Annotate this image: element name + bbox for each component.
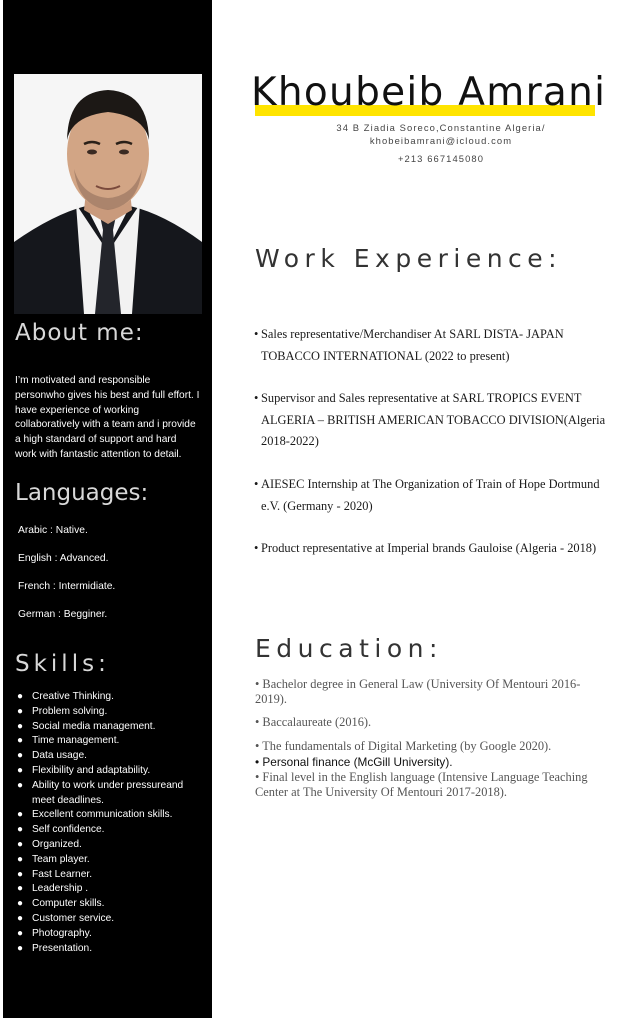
work-experience-title: Work Experience:	[255, 244, 563, 273]
candidate-name: Khoubeib Amrani	[251, 70, 607, 115]
skill-item: ● Leadership .	[17, 883, 89, 895]
skill-item: ● Ability to work under pressureand meet deadlines.	[17, 779, 184, 806]
language-item: Arabic : Native.	[18, 525, 88, 536]
skill-item: ● Photography.	[17, 927, 92, 939]
language-item: English : Advanced.	[18, 553, 109, 564]
work-item: • Sales representative/Merchandiser At SARL DISTA- JAPAN TOBACCO INTERNATIONAL (2022 to present)	[254, 324, 612, 367]
skill-item: ● Computer skills.	[17, 898, 105, 910]
work-item: • Supervisor and Sales representative at SARL TROPICS EVENT ALGERIA – BRITISH AMERICAN TOBACCO DIVISION(Algeria 2018-2022)	[254, 388, 612, 453]
skills-list	[15, 690, 201, 956]
skills-title: Skills:	[15, 651, 110, 677]
education-item: • Baccalaureate (2016).	[255, 715, 372, 729]
portrait-image	[14, 74, 202, 314]
bullet-icon: •	[254, 327, 259, 341]
skill-item: ● Data usage.	[17, 750, 87, 762]
profile-photo	[14, 74, 202, 314]
skill-item: ● Excellent communication skills.	[17, 809, 173, 821]
languages-list	[18, 524, 203, 636]
bullet-icon: •	[254, 541, 259, 555]
skill-item: ● Presentation.	[17, 942, 93, 954]
skill-item: ● Creative Thinking.	[17, 691, 114, 702]
skill-item: ● Problem solving.	[17, 705, 108, 717]
skill-item: ● Self confidence.	[17, 824, 105, 836]
skill-item: ● Fast Learner.	[17, 868, 93, 880]
education-title: Education:	[255, 634, 443, 663]
skill-item: ● Organized.	[17, 838, 82, 850]
languages-title: Languages:	[15, 480, 149, 506]
education-item: • Final level in the English language (Intensive Language Teaching Center at The University Of Mentouri 2017-2018).	[255, 770, 588, 800]
skill-item: ● Social media management.	[17, 720, 156, 732]
education-item: • The fundamentals of Digital Marketing (by Google 2020).	[255, 739, 552, 753]
language-item: French : Intermidiate.	[18, 581, 116, 592]
skill-item: ● Team player.	[17, 853, 90, 865]
education-item: • Bachelor degree in General Law (University Of Mentouri 2016-2019).	[255, 677, 581, 707]
address-line: 34 B Ziadia Soreco,Constantine Algeria/	[336, 122, 546, 133]
about-title: About me:	[15, 320, 144, 346]
bullet-icon: •	[254, 477, 259, 491]
work-item: • AIESEC Internship at The Organization of Train of Hope Dortmund e.V. (Germany - 2020)	[254, 474, 612, 517]
education-item: • Personal finance (McGill University).	[255, 755, 453, 769]
bullet-icon: •	[254, 391, 259, 405]
skill-item: ● Flexibility and adaptability.	[17, 764, 151, 776]
phone-number: +213 667145080	[397, 153, 485, 164]
about-text: I’m motivated and responsible personwho gives his best and full effort. I have experience of working collaboratively with a team and i provide a high standard of support and hard work with fantastic attention to detail.	[15, 375, 200, 460]
sidebar	[3, 0, 212, 1018]
skill-item: ● Time management.	[17, 735, 120, 747]
email-address: khobeibamrani@icloud.com	[369, 135, 513, 146]
work-item: • Product representative at Imperial brands Gauloise (Algeria - 2018)	[254, 538, 612, 560]
skill-item: ● Customer service.	[17, 912, 115, 924]
language-item: German : Begginer.	[18, 609, 108, 620]
